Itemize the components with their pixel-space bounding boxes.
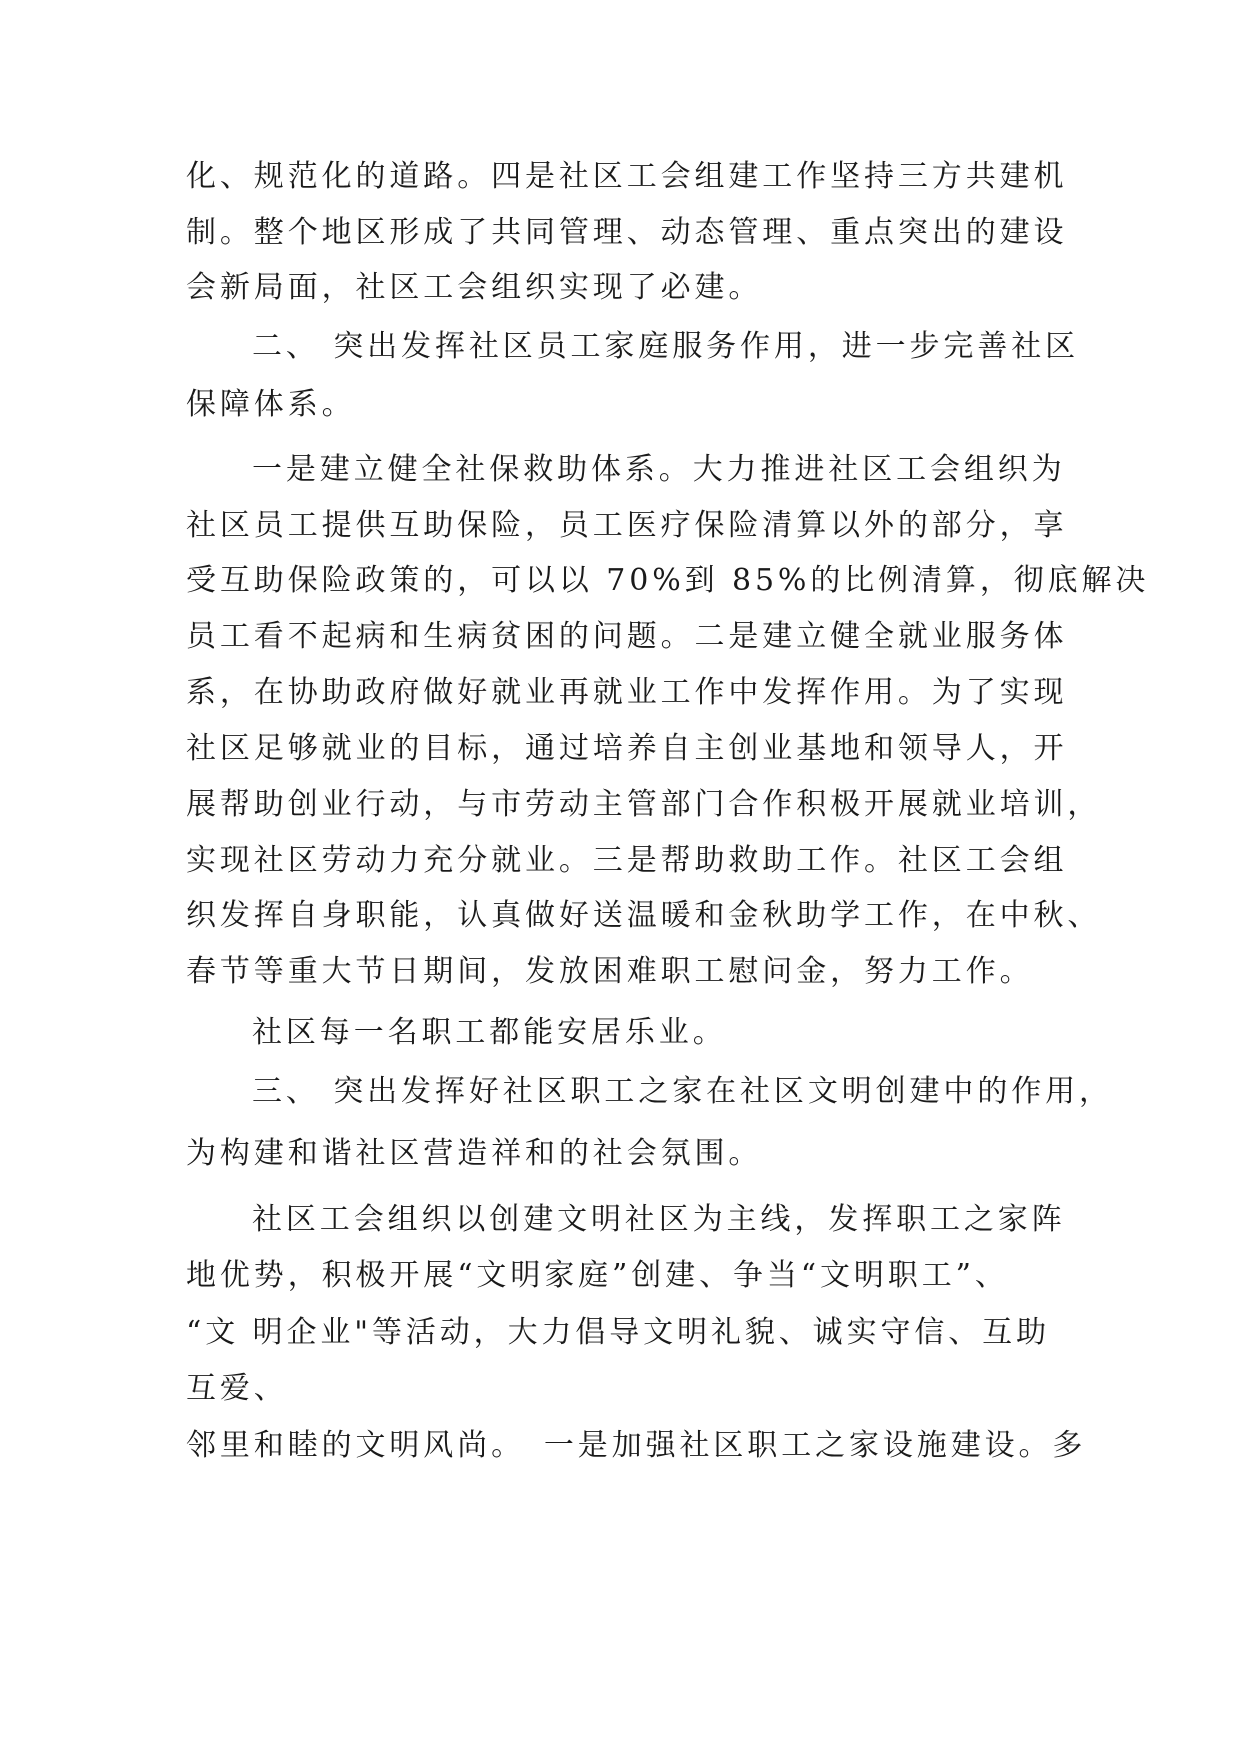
text-line: 春节等重大节日期间，发放困难职工慰问金，努力工作。: [186, 954, 1034, 989]
section-heading: 三、 突出发挥好社区职工之家在社区文明创建中的作用，: [252, 1074, 1113, 1109]
text-line: 社区足够就业的目标，通过培养自主创业基地和领导人，开: [186, 731, 1068, 766]
section-heading-continuation: 保障体系。: [186, 387, 356, 422]
text-line: 受互助保险政策的，可以以 70%到 85%的比例清算，彻底解决: [186, 563, 1150, 598]
text-line: 员工看不起病和生病贫困的问题。二是建立健全就业服务体: [186, 619, 1068, 654]
text-line: 会新局面，社区工会组织实现了必建。: [186, 270, 763, 305]
text-line: 社区每一名职工都能安居乐业。: [252, 1015, 727, 1050]
text-line: 互爱、: [186, 1371, 288, 1406]
text-line: 系，在协助政府做好就业再就业工作中发挥作用。为了实现: [186, 675, 1068, 710]
section-heading: 二、 突出发挥社区员工家庭服务作用，进一步完善社区: [252, 329, 1080, 364]
section-heading-continuation: 为构建和谐社区营造祥和的社会氛围。: [186, 1136, 763, 1171]
text-line: 展帮助创业行动，与市劳动主管部门合作积极开展就业培训，: [186, 787, 1102, 822]
text-line: “文 明企业"等活动，大力倡导文明礼貌、诚实守信、互助: [186, 1315, 1050, 1350]
text-line: 社区工会组织以创建文明社区为主线，发挥职工之家阵: [252, 1202, 1066, 1237]
text-line: 地优势，积极开展“文明家庭”创建、争当“文明职工”、: [186, 1258, 1009, 1293]
text-line: 社区员工提供互助保险，员工医疗保险清算以外的部分，享: [186, 508, 1068, 543]
text-line: 织发挥自身职能，认真做好送温暖和金秋助学工作，在中秋、: [186, 898, 1102, 933]
text-line: 实现社区劳动力充分就业。三是帮助救助工作。社区工会组: [186, 843, 1068, 878]
text-line: 制。整个地区形成了共同管理、动态管理、重点突出的建设: [186, 215, 1068, 250]
text-line: 化、规范化的道路。四是社区工会组建工作坚持三方共建机: [186, 159, 1068, 194]
text-line: 一是建立健全社保救助体系。大力推进社区工会组织为: [252, 452, 1066, 487]
text-line: 邻里和睦的文明风尚。 一是加强社区职工之家设施建设。多: [186, 1428, 1087, 1463]
